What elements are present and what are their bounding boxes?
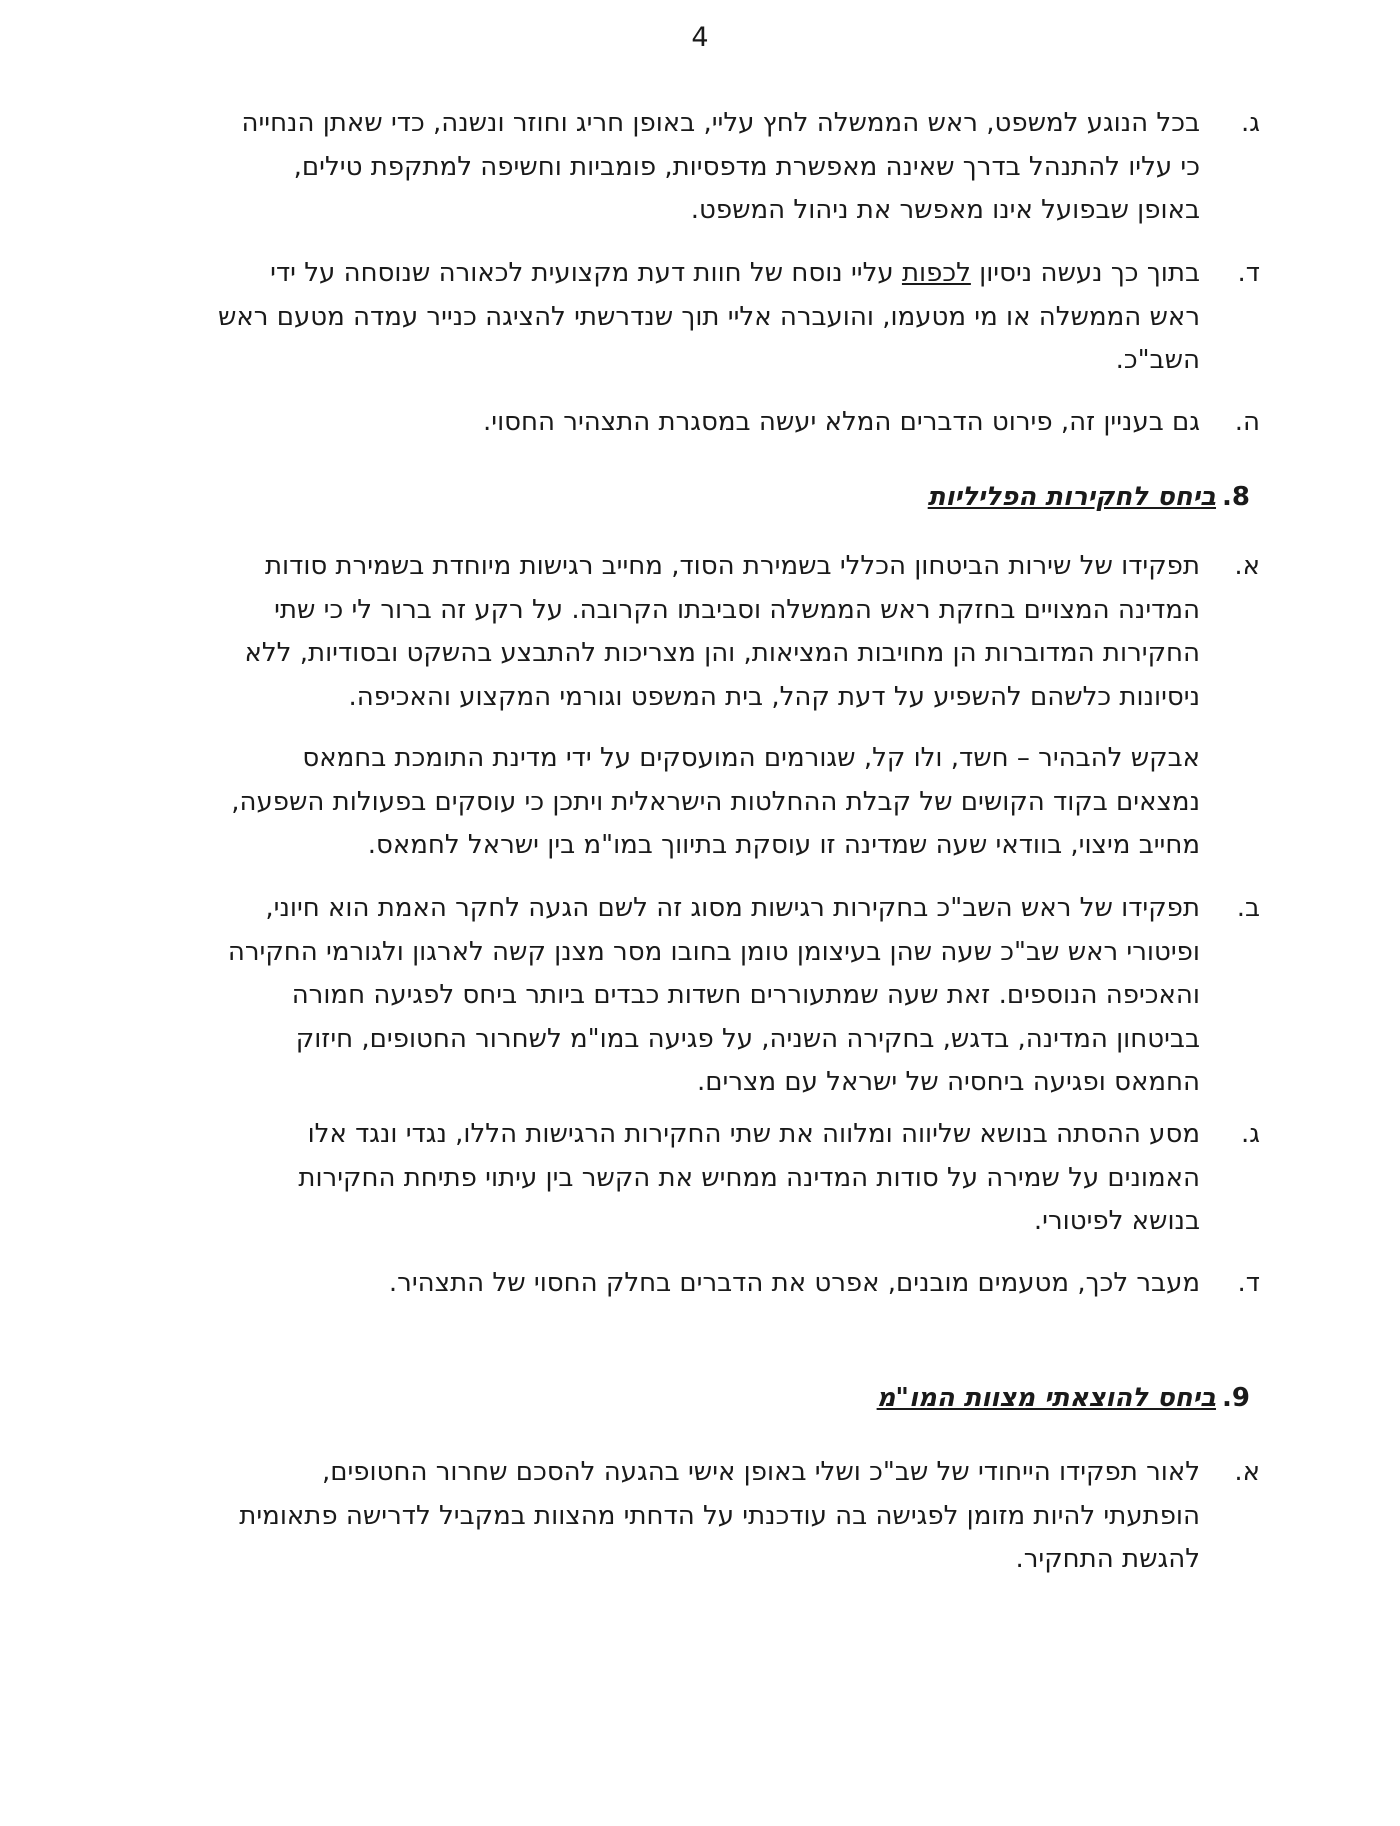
item-line: והאכיפה הנוספים. זאת שעה שמתעוררים חשדות כבדים ביותר ביחס לפגיעה חמורה [291,980,1200,1011]
item-marker: ה. [1234,407,1260,437]
item-line: המדינה המצויים בחזקת ראש הממשלה וסביבתו הקרובה. על רקע זה ברור לי כי שתי [274,594,1200,625]
item-line: הופתעתי להיות מזומן לפגישה בה עודכנתי על הדחתי מהצוות במקביל לדרישה פתאומית [239,1500,1200,1531]
item-line: השב"כ. [1115,345,1200,376]
item-marker: ד. [1237,258,1260,288]
section-heading [877,1376,1250,1420]
item-marker: ג. [1241,108,1260,138]
item-line: ניסיונות כלשהם להשפיע על דעת קהל, בית המשפט וגורמי המקצוע והאכיפה. [348,681,1200,712]
list-item [239,1451,1260,1582]
section-title: ביחס להוצאתי מצוות המו"מ [876,1383,1217,1413]
item-marker: ב. [1236,893,1260,923]
item-line: מעבר לכך, מטעמים מובנים, אפרט את הדברים בחלק החסוי של התצהיר. [388,1268,1200,1298]
underlined-word: לכפות [901,258,971,288]
item-text: בתוך כך נעשה ניסיון [970,258,1200,288]
section-number: 9. [1222,1383,1250,1413]
item-line [218,252,1200,296]
item-line: לאור תפקידו הייחודי של שב"כ ושלי באופן אישי בהגעה להסכם שחרור החטופים, [321,1457,1200,1487]
item-line: האמונים על שמירה על סודות המדינה ממחיש את הקשר בין עיתוי פתיחת החקירות [298,1162,1200,1193]
item-line: להגשת התחקיר. [1015,1544,1200,1575]
item-line: כי עליו להתנהל בדרך שאינה מאפשרת מדפסיות, פומביות וחשיפה למתקפת טילים, [293,151,1200,182]
section-title: ביחס לחקירות הפליליות [927,482,1217,512]
list-item [389,1262,1260,1306]
list-item [245,545,1260,719]
item-line: מסע ההסתה בנושא שליווה ומלווה את שתי החקירות הרגישות הללו, נגדי ונגד אלו [307,1119,1200,1149]
page-number: 4 [691,22,709,53]
item-line: באופן שבפועל אינו מאפשר את ניהול המשפט. [690,195,1200,226]
item-text: עליי נוסח של חוות דעת מקצועית לכאורה שנוסחה על ידי [270,258,902,288]
list-item [483,401,1260,445]
item-line: ראש הממשלה או מי מטעמו, והועברה אליי תוך שנדרשתי להציגה כנייר עמדה מטעם ראש [217,301,1200,332]
item-line: החמאס ופגיעה ביחסיה של ישראל עם מצרים. [697,1067,1200,1098]
item-marker: א. [1234,551,1260,581]
list-item [228,887,1260,1105]
item-line: בכל הנוגע למשפט, ראש הממשלה לחץ עליי, באופן חריג וחוזר ונשנה, כדי שאתן הנחייה [241,108,1200,138]
list-item [241,102,1260,233]
list-item [218,252,1260,383]
item-line: ופיטורי ראש שב"כ שעה שהן בעיצומן טומן בחובו מסר מצנן קשה לארגון ולגורמי החקירה [227,936,1200,967]
item-line: נמצאים בקוד הקושים של קבלת ההחלטות הישראלית ויתכן כי עוסקים בפעולות השפעה, [231,786,1200,817]
item-line: תפקידו של שירות הביטחון הכללי בשמירת הסוד, מחייב רגישות מיוחדת בשמירת סודות [264,551,1200,581]
item-line: תפקידו של ראש השב"כ בחקירות רגישות מסוג זה לשם הגעה לחקר האמת הוא חיוני, [265,893,1200,923]
item-marker: ד. [1237,1268,1260,1298]
item-line: מחייב מיצוי, בוודאי שעה שמדינה זו עוסקת בתיווך במו"מ בין ישראל לחמאס. [367,830,1200,861]
list-item [231,737,1260,868]
item-line: גם בעניין זה, פירוט הדברים המלא יעשה במסגרת התצהיר החסוי. [483,407,1200,437]
item-line: אבקש להבהיר – חשד, ולו קל, שגורמים המועסקים על ידי מדינת התומכת בחמאס [302,743,1200,773]
item-marker: א. [1234,1457,1260,1487]
item-marker: ג. [1241,1119,1260,1149]
section-number: 8. [1222,482,1250,512]
item-line: החקירות המדוברות הן מחויבות המציאות, והן מצריכות להתבצע בהשקט ובסודיות, ללא [244,638,1200,669]
item-line: בנושא לפיטורי. [1033,1206,1200,1237]
list-item [298,1113,1260,1244]
section-heading [928,475,1250,519]
item-line: בביטחון המדינה, בדגש, בחקירה השניה, על פגיעה במו"מ לשחרור החטופים, חיזוק [295,1023,1200,1054]
